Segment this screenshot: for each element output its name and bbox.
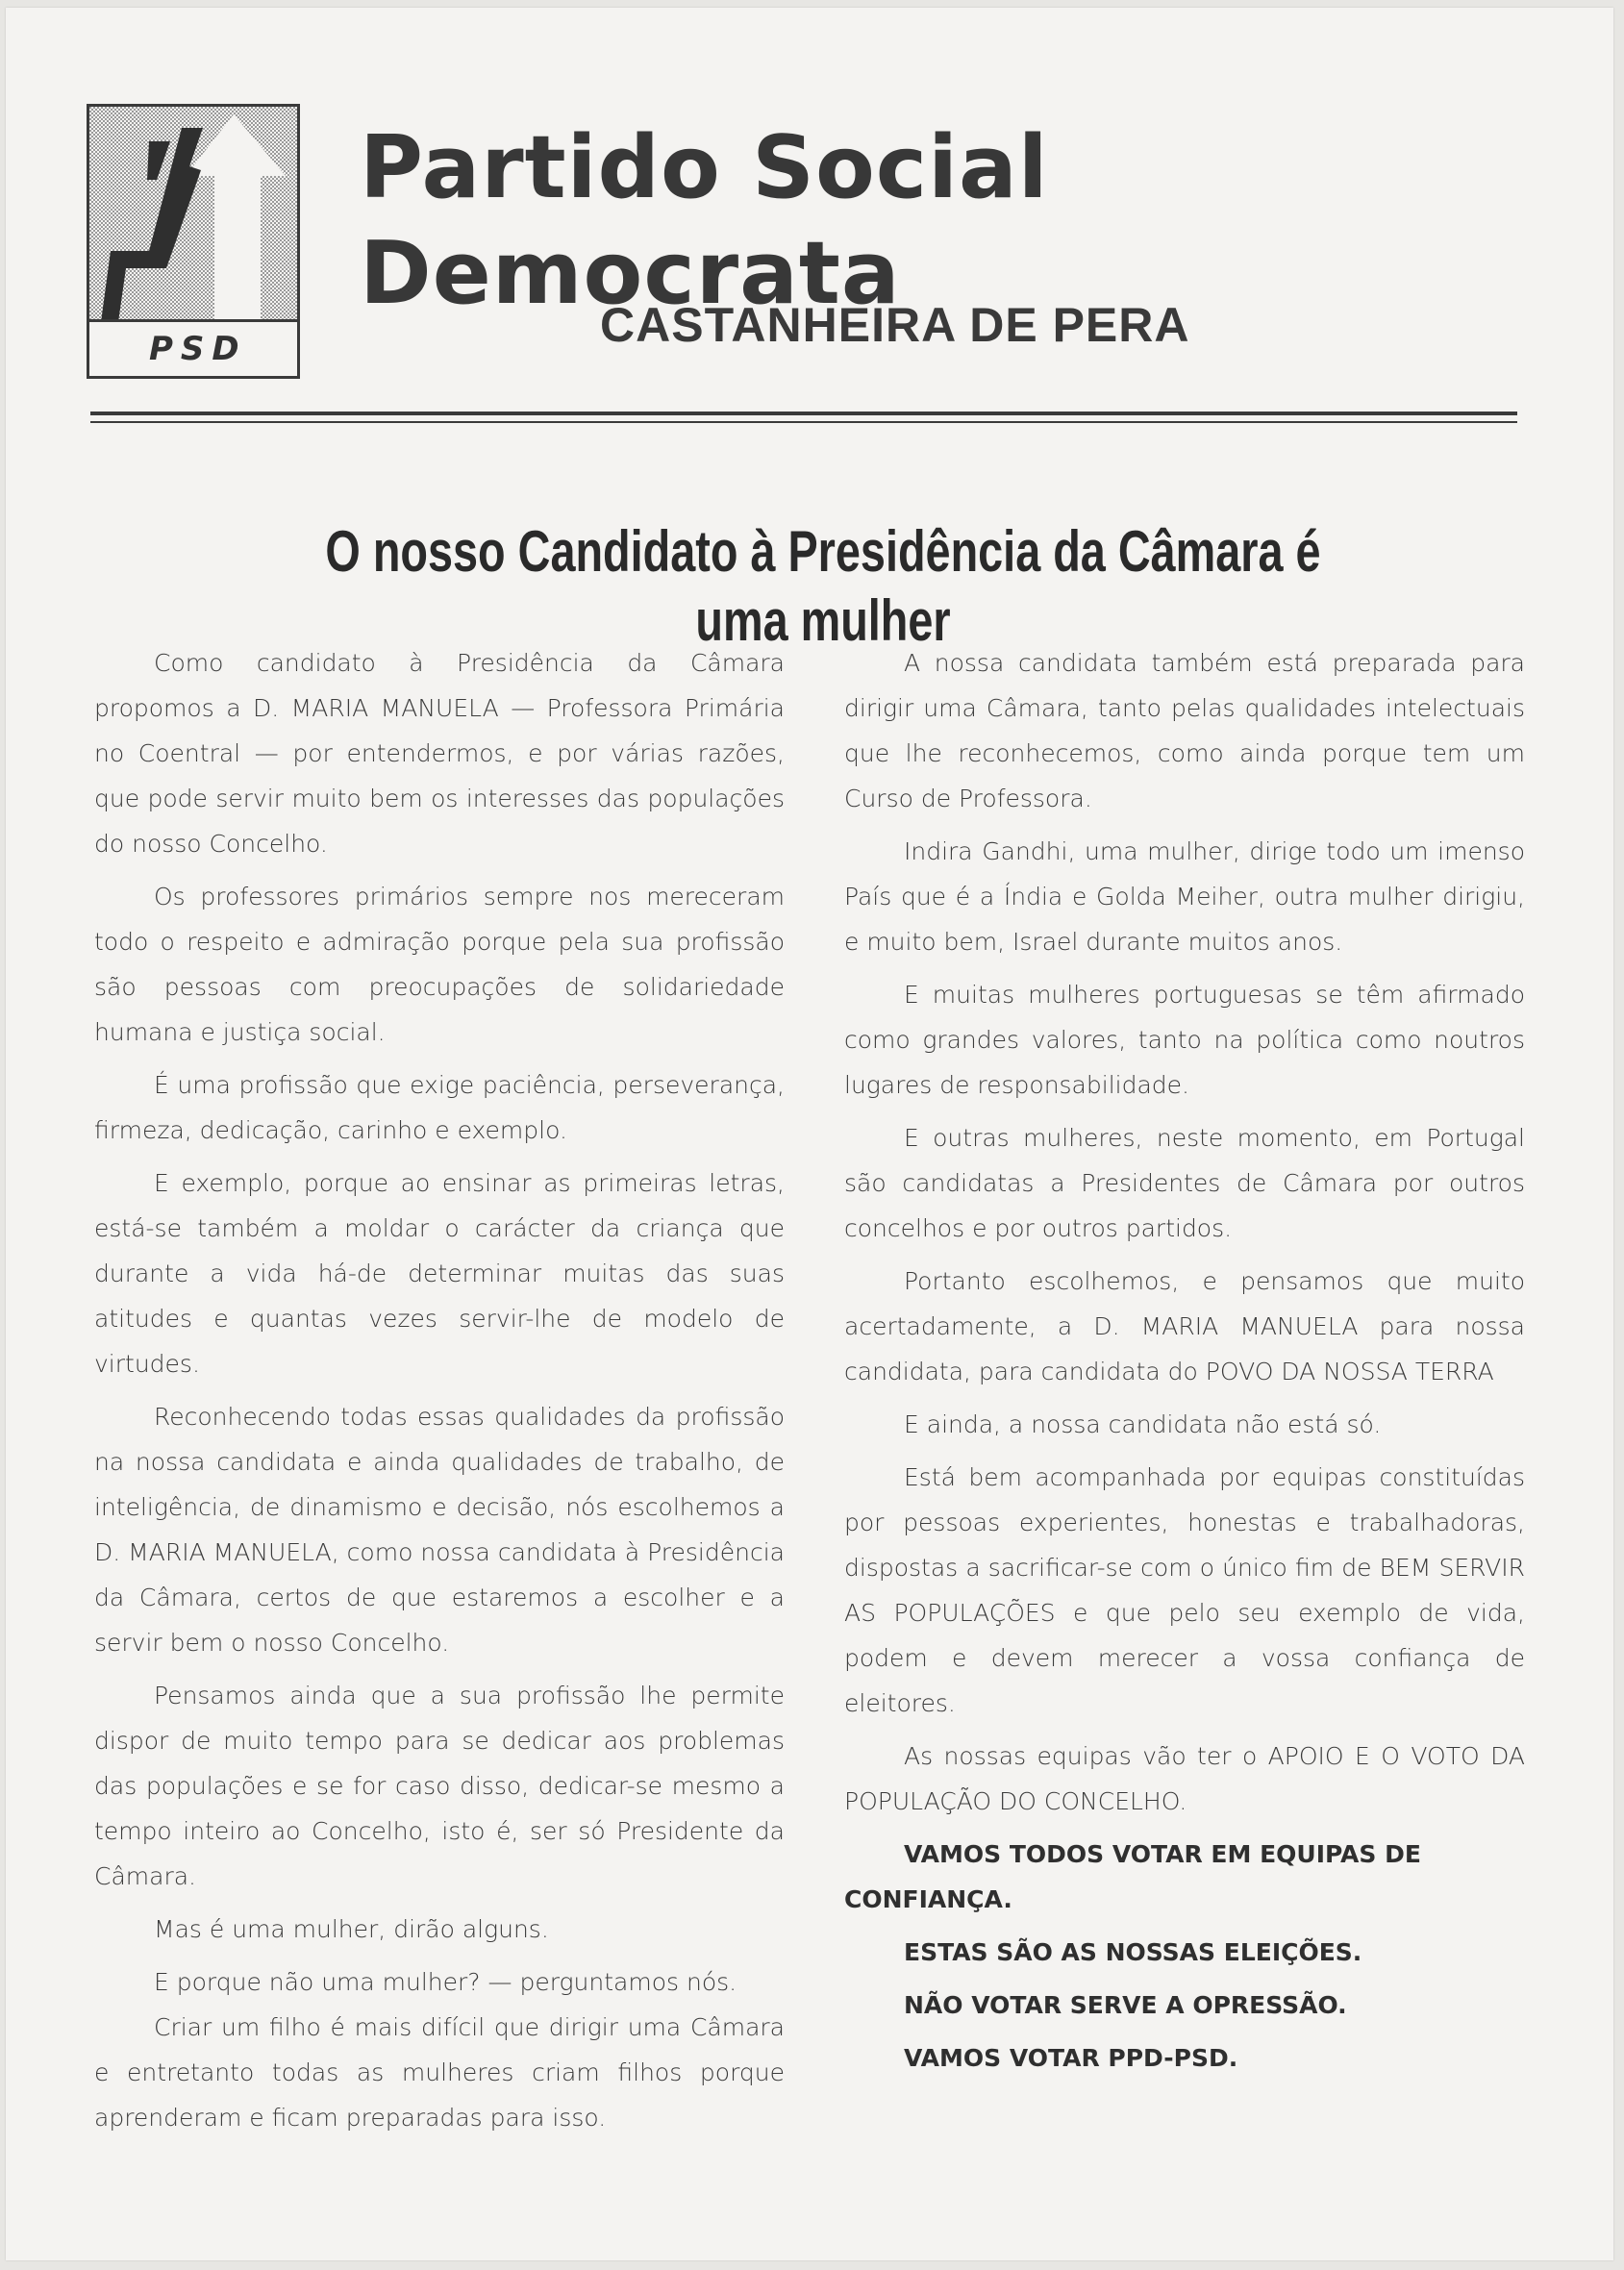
slogan: ESTAS SÃO AS NOSSAS ELEIÇÕES. [904, 1938, 1362, 1966]
paragraph: E exemplo, porque ao ensinar as primeiras letras, está-se também a moldar o carácter da criança que durante a vida há-de determinar muitas das suas atitudes e quantas vezes servir-lhe de modelo de virtudes. [94, 1169, 785, 1378]
paragraph: E outras mulheres, neste momento, em Portugal são candidatas a Presidentes de Câmara por outros concelhos e por outros partidos. [844, 1124, 1525, 1242]
left-column [94, 640, 785, 2148]
right-column [844, 640, 1525, 2088]
party-name: Partido Social Democrata [360, 117, 1049, 324]
psd-logo [87, 104, 300, 379]
paragraph: Está bem acompanhada por equipas constituídas por pessoas experientes, honestas e trabalhadoras, dispostas a sacrificar-se com o único fim de BEM SERVIR AS POPULAÇÕES e que pelo seu exemplo de vida, podem e devem merecer a vossa confiança de eleitores. [844, 1463, 1525, 1717]
paragraph: Como candidato à Presidência da Câmara propomos a D. MARIA MANUELA — Professora Primária no Coentral — por entendermos, e por várias razões, que pode servir muito bem os interesses das populações do nosso Concelho. [94, 649, 785, 858]
slogan: NÃO VOTAR SERVE A OPRESSÃO. [904, 1991, 1347, 2019]
paragraph: Pensamos ainda que a sua profissão lhe permite dispor de muito tempo para se dedicar aos problemas das populações e se for caso disso, dedicar-se mesmo a tempo inteiro ao Concelho, isto é, ser só Presidente da Câmara. [94, 1682, 785, 1890]
arrow-emblem-icon [89, 107, 297, 322]
leaflet-page [6, 8, 1613, 2260]
paragraph: E ainda, a nossa candidata não está só. [904, 1410, 1382, 1438]
divider-thin [90, 421, 1517, 423]
paragraph: Criar um filho é mais difícil que dirigir uma Câmara e entretanto todas as mulheres criam filhos porque aprenderam e ficam preparadas para isso. [94, 2013, 785, 2132]
paragraph: Portanto escolhemos, e pensamos que muito acertadamente, a D. MARIA MANUELA para nossa candidata, para candidata do POVO DA NOSSA TERRA [844, 1267, 1525, 1385]
paragraph: E muitas mulheres portuguesas se têm afirmado como grandes valores, tanto na política como noutros lugares de responsabilidade. [844, 981, 1525, 1099]
paragraph: Reconhecendo todas essas qualidades da profissão na nossa candidata e ainda qualidades de trabalho, de inteligência, de dinamismo e decisão, nós escolhemos a D. MARIA MANUELA, como nossa candidata à Presidência da Câmara, certos de que estaremos a escolher e a servir bem o nosso Concelho. [94, 1403, 785, 1657]
slogan: VAMOS VOTAR PPD-PSD. [904, 2044, 1238, 2072]
paragraph: Indira Gandhi, uma mulher, dirige todo um imenso País que é a Índia e Golda Meiher, outra mulher dirigiu, e muito bem, Israel durante muitos anos. [844, 837, 1525, 956]
paragraph: E porque não uma mulher? — perguntamos nós. [154, 1968, 737, 1996]
location-title: CASTANHEIRA DE PERA [600, 298, 1190, 352]
divider-thick [90, 412, 1517, 415]
logo-text: PSD [89, 319, 297, 376]
paragraph: As nossas equipas vão ter o APOIO E O VOTO DA POPULAÇÃO DO CONCELHO. [844, 1742, 1525, 1815]
paragraph: É uma profissão que exige paciência, perseverança, firmeza, dedicação, carinho e exemplo. [94, 1071, 785, 1144]
slogan: VAMOS TODOS VOTAR EM EQUIPAS DE CONFIANÇA. [844, 1840, 1421, 1913]
paragraph: Mas é uma mulher, dirão alguns. [154, 1915, 549, 1943]
paragraph: A nossa candidata também está preparada para dirigir uma Câmara, tanto pelas qualidades intelectuais que lhe reconhecemos, como ainda porque tem um Curso de Professora. [844, 649, 1525, 812]
paragraph: Os professores primários sempre nos mereceram todo o respeito e admiração porque pela sua profissão são pessoas com preocupações de solidariedade humana e justiça social. [94, 883, 785, 1046]
headline: O nosso Candidato à Presidência da Câmara é uma mulher [325, 519, 1321, 653]
